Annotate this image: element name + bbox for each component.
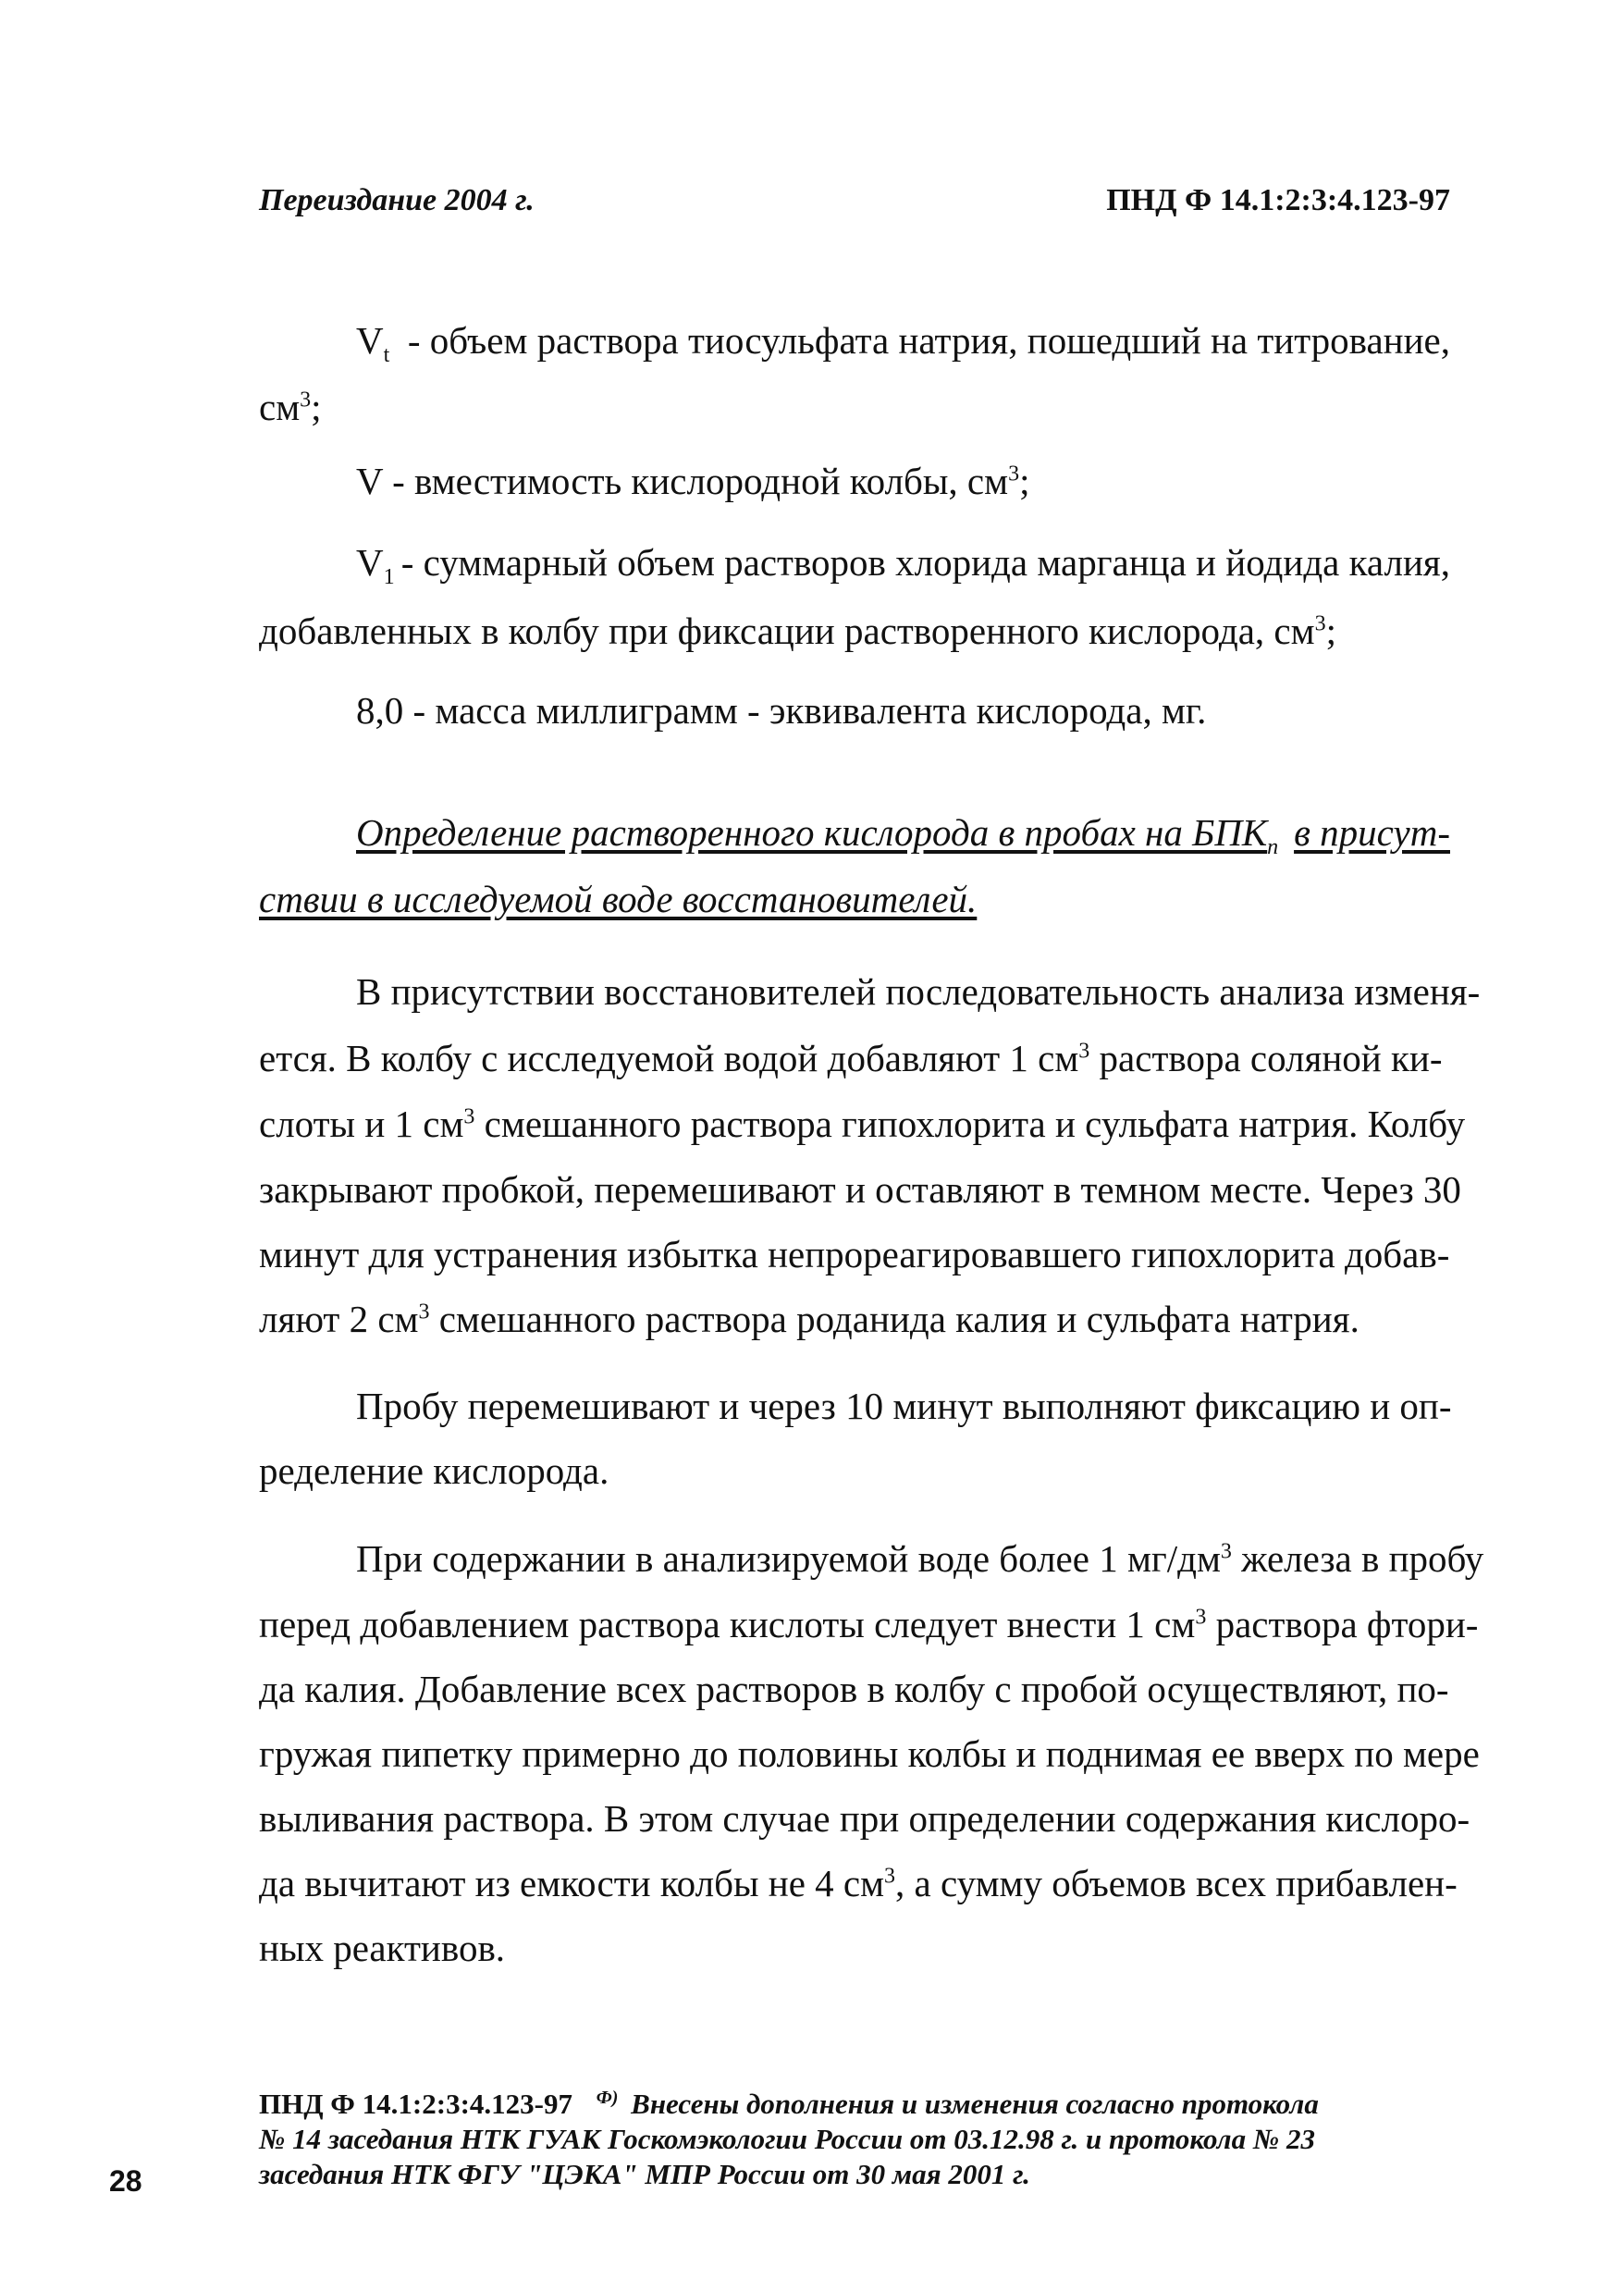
reissue-note: Переиздание 2004 г. xyxy=(259,183,535,217)
definition-mass: 8,0 - масса миллиграмм - эквивалента кислорода, мг. xyxy=(356,689,1207,732)
paragraph3-line5: выливания раствора. В этом случае при определении содержания кислоро- xyxy=(259,1797,1470,1840)
v1-text-line2: добавленных в колбу при фиксации растворенного кислорода, $см^3$; xyxy=(259,610,1336,652)
paragraph3-line7: ных реактивов. xyxy=(259,1927,506,1969)
paragraph1-line2: ется. В колбу с исследуемой водой добавляют 1 $см^3$ раствора соляной ки- xyxy=(259,1037,1443,1079)
paragraph3-line2: перед добавлением раствора кислоты следует внести 1 $см^3$ раствора фтори- xyxy=(259,1603,1479,1645)
paragraph1-line5: минут для устранения избытка непрореагировавшего гипохлорита добав- xyxy=(259,1233,1450,1275)
definition-v1 xyxy=(356,541,1450,590)
v1-symbol: $V_1$ xyxy=(356,541,395,590)
document-code: ПНД Ф 14.1:2:3:4.123-97 xyxy=(1106,183,1450,217)
footer-code: ПНД Ф 14.1:2:3:4.123-97 xyxy=(259,2088,572,2120)
page-number: 28 xyxy=(109,2164,142,2198)
footer-text-line1: Внесены дополнения и изменения согласно протокола xyxy=(631,2088,1319,2120)
paragraph1-line4: закрывают пробкой, перемешивают и оставляют в темном месте. Через 30 xyxy=(259,1168,1461,1211)
vt-unit: $см^3$; xyxy=(259,386,322,428)
paragraph1-line1: В присутствии восстановителей последовательность анализа изменя- xyxy=(356,970,1481,1013)
section-heading: Определение растворенного кислорода в пробах на $БПК_п$ в присут- xyxy=(356,811,1450,860)
paragraph2-line2: ределение кислорода. xyxy=(259,1449,609,1492)
section-heading-line2: ствии в исследуемой воде восстановителей. xyxy=(259,878,978,920)
footer-line2: № 14 заседания НТК ГУАК Госкомэкологии России от 03.12.98 г. и протокола № 23 xyxy=(259,2123,1315,2155)
paragraph1-line6: ляют 2 $см^3$ смешанного раствора роданида калия и сульфата натрия. xyxy=(259,1298,1359,1340)
footer-line1 xyxy=(259,2087,1319,2122)
v1-text-line1: - суммарный объем растворов хлорида марганца и йодида калия, xyxy=(400,541,1450,584)
footer-mark: Ф) xyxy=(596,2087,619,2108)
paragraph3-line3: да калия. Добавление всех растворов в колбу с пробой осуществляют, по- xyxy=(259,1668,1449,1710)
paragraph3-line1: При содержании в анализируемой воде более 1 $мг/дм^3$ железа в пробу xyxy=(356,1537,1484,1580)
paragraph2-line1: Пробу перемешивают и через 10 минут выполняют фиксацию и оп- xyxy=(356,1385,1452,1427)
definition-v: V - вместимость кислородной колбы, $см^3$; xyxy=(356,460,1030,502)
footer-line3: заседания НТК ФГУ "ЦЭКА" МПР России от 30 мая 2001 г. xyxy=(259,2158,1030,2190)
vt-symbol: $V_t$ xyxy=(356,319,390,368)
paragraph1-line3: слоты и 1 $см^3$ смешанного раствора гипохлорита и сульфата натрия. Колбу xyxy=(259,1103,1466,1145)
vt-text: - объем раствора тиосульфата натрия, пошедший на титрование, xyxy=(407,319,1450,362)
paragraph3-line4: гружая пипетку примерно до половины колбы и поднимая ее вверх по мере xyxy=(259,1732,1480,1775)
definition-vt xyxy=(356,319,1450,368)
paragraph3-line6: да вычитают из емкости колбы не 4 $см^3$, а сумму объемов всех прибавлен- xyxy=(259,1862,1458,1904)
